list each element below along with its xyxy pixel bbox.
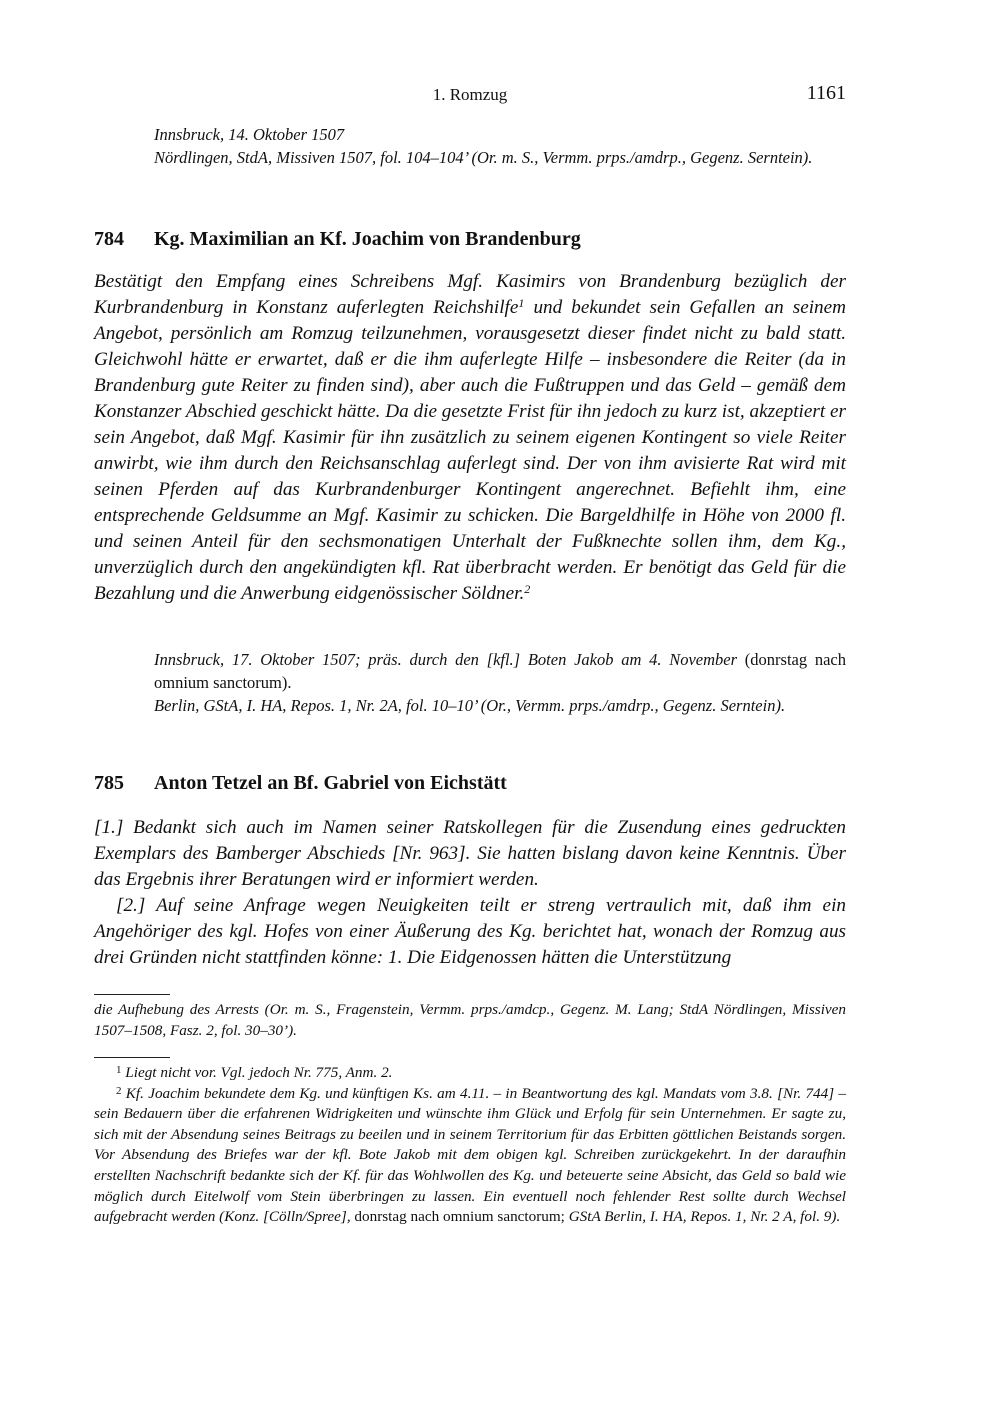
document-heading-784 <box>94 226 846 252</box>
source-date-line: Innsbruck, 14. Oktober 1507 <box>154 125 345 144</box>
document-title: Anton Tetzel an Bf. Gabriel von Eichstätt <box>154 772 507 794</box>
page-number: 1161 <box>806 82 846 104</box>
footnote-2: $^2$ Kf. Joachim bekundete dem Kg. und künftigen Ks. am 4.11. – in Beantwortung des kgl. Mandats vom 3.8. [Nr. 744] – sein Bedauern über die erfahrenen Widrigkeiten und wünschte ihm Glück und Erfolg für sein Unternehmen. Er sagte zu, sich mit der Absendung seines Beitrags zu beeilen und in seinem Territorium für das Erbitten göttlichen Beistands sorgen. Vor Absendung des Briefes war der kfl. Bote Jakob mit dem obigen kgl. Schreiben zurückgekehrt. In der daraufhin erstellten Nachschrift bedankte sich der Kf. für das Wohlwollen des Kg. und beteuerte seine Absicht, das Geld so bald wie möglich durch Eitelwolf vom Stein überbringen zu lassen. Ein eventuell noch fehlender Rest sollte durch Wechsel aufgebracht werden (Konz. [Cölln/Spree], donrstag nach omnium sanctorum; GStA Berlin, I. HA, Repos. 1, Nr. 2 A, fol. 9). <box>94 1084 847 1226</box>
footnote-1: $^1$ Liegt nicht vor. Vgl. jedoch Nr. 775, Anm. 2. <box>116 1064 393 1081</box>
regest-785 <box>94 815 846 971</box>
regest-paragraph: [1.] Bedankt sich auch im Namen seiner Ratskollegen für die Zusendung eines gedruckten Exemplars des Bamberger Abschieds [Nr. 963]. Sie hatten bislang davon keine Kenntnis. Über das Ergebnis ihrer Beratungen wird er informiert werden. <box>94 817 846 890</box>
regest-784 <box>94 269 846 607</box>
footnote-mark: 2 <box>116 1084 122 1097</box>
source-date-line: Innsbruck, 17. Oktober 1507; präs. durch den [kfl.] Boten Jakob am 4. November <box>154 650 738 669</box>
previous-document-source <box>154 123 846 169</box>
document-title: Kg. Maximilian an Kf. Joachim von Brandenburg <box>154 228 581 250</box>
source-date-upright: (donrstag nach omnium sanctorum). <box>154 650 846 692</box>
footnote-separator <box>94 1057 170 1058</box>
running-title: 1. Romzug <box>432 85 508 104</box>
footnote-ref[interactable]: 2 <box>524 582 531 596</box>
source-archive-line: Nördlingen, StdA, Missiven 1507, fol. 104–104’ (Or. m. S., Vermm. prps./amdrp., Gegenz. Serntein). <box>154 148 813 167</box>
regest-text: und bekundet sein Gefallen an seinem Angebot, persönlich am Romzug teilzunehmen, vorausgesetzt dieser findet nicht zu bald statt. Gleichwohl hätte er erwartet, daß er die ihm auferlegte Hilfe – insbesondere die Reiter (da in Brandenburg gute Reiter zu finden sind), aber auch die Fußtruppen und das Geld – gemäß dem Konstanzer Abschied geschickt hätte. Da die gesetzte Frist für ihn jedoch zu kurz ist, akzeptiert er sein Angebot, daß Mgf. Kasimir für ihn zusätzlich zu seinem eigenen Kontingent so viele Reiter anwirbt, wie ihm durch den Reichsanschlag auferlegt sind. Der von ihm avisierte Rat wird mit seinen Pferden auf das Kurbrandenburger Kontingent angerechnet. Befiehlt ihm, eine entsprechende Geldsumme an Mgf. Kasimir zu schicken. Die Bargeldhilfe in Höhe von 2000 fl. und seinen Anteil für den sechsmonatigen Unterhalt der Fußknechte sollen ihm, dem Kg., unverzüglich durch den angekündigten kfl. Rat überbracht werden. Er benötigt das Geld für die Bezahlung und die Anwerbung eidgenössischer Söldner. <box>94 297 847 604</box>
page-header <box>94 82 846 108</box>
document-number: 785 <box>94 772 124 794</box>
continued-footnote: die Aufhebung des Arrests (Or. m. S., Fragenstein, Vermm. prps./amdcp., Gegenz. M. Lang; StdA Nördlingen, Missiven 1507–1508, Fasz. 2, fol. 30–30’). <box>94 1001 846 1039</box>
document-heading-785 <box>94 770 846 796</box>
regest-text: Bestätigt den Empfang eines Schreibens Mgf. Kasimirs von Brandenburg bezüglich der Kurbrandenburg in Konstanz auferlegten Reichshilfe <box>94 271 846 318</box>
source-archive-line: Berlin, GStA, I. HA, Repos. 1, Nr. 2A, fol. 10–10’ (Or., Vermm. prps./amdrp., Gegenz. Serntein). <box>154 696 786 715</box>
document-source-784 <box>154 648 846 717</box>
footnotes <box>94 1063 846 1228</box>
footnote-separator <box>94 994 170 995</box>
regest-paragraph: [2.] Auf seine Anfrage wegen Neuigkeiten teilt er streng vertraulich mit, daß ihm ein Angehöriger des kgl. Hofes von einer Äußerung des Kg. berichtet hat, wonach der Romzug aus drei Gründen nicht stattfinden könne: 1. Die Eidgenossen hätten die Unterstützung <box>94 895 846 968</box>
footnote-ref[interactable]: 1 <box>518 296 525 310</box>
footnote-mark: 1 <box>116 1064 122 1076</box>
document-number: 784 <box>94 228 124 250</box>
